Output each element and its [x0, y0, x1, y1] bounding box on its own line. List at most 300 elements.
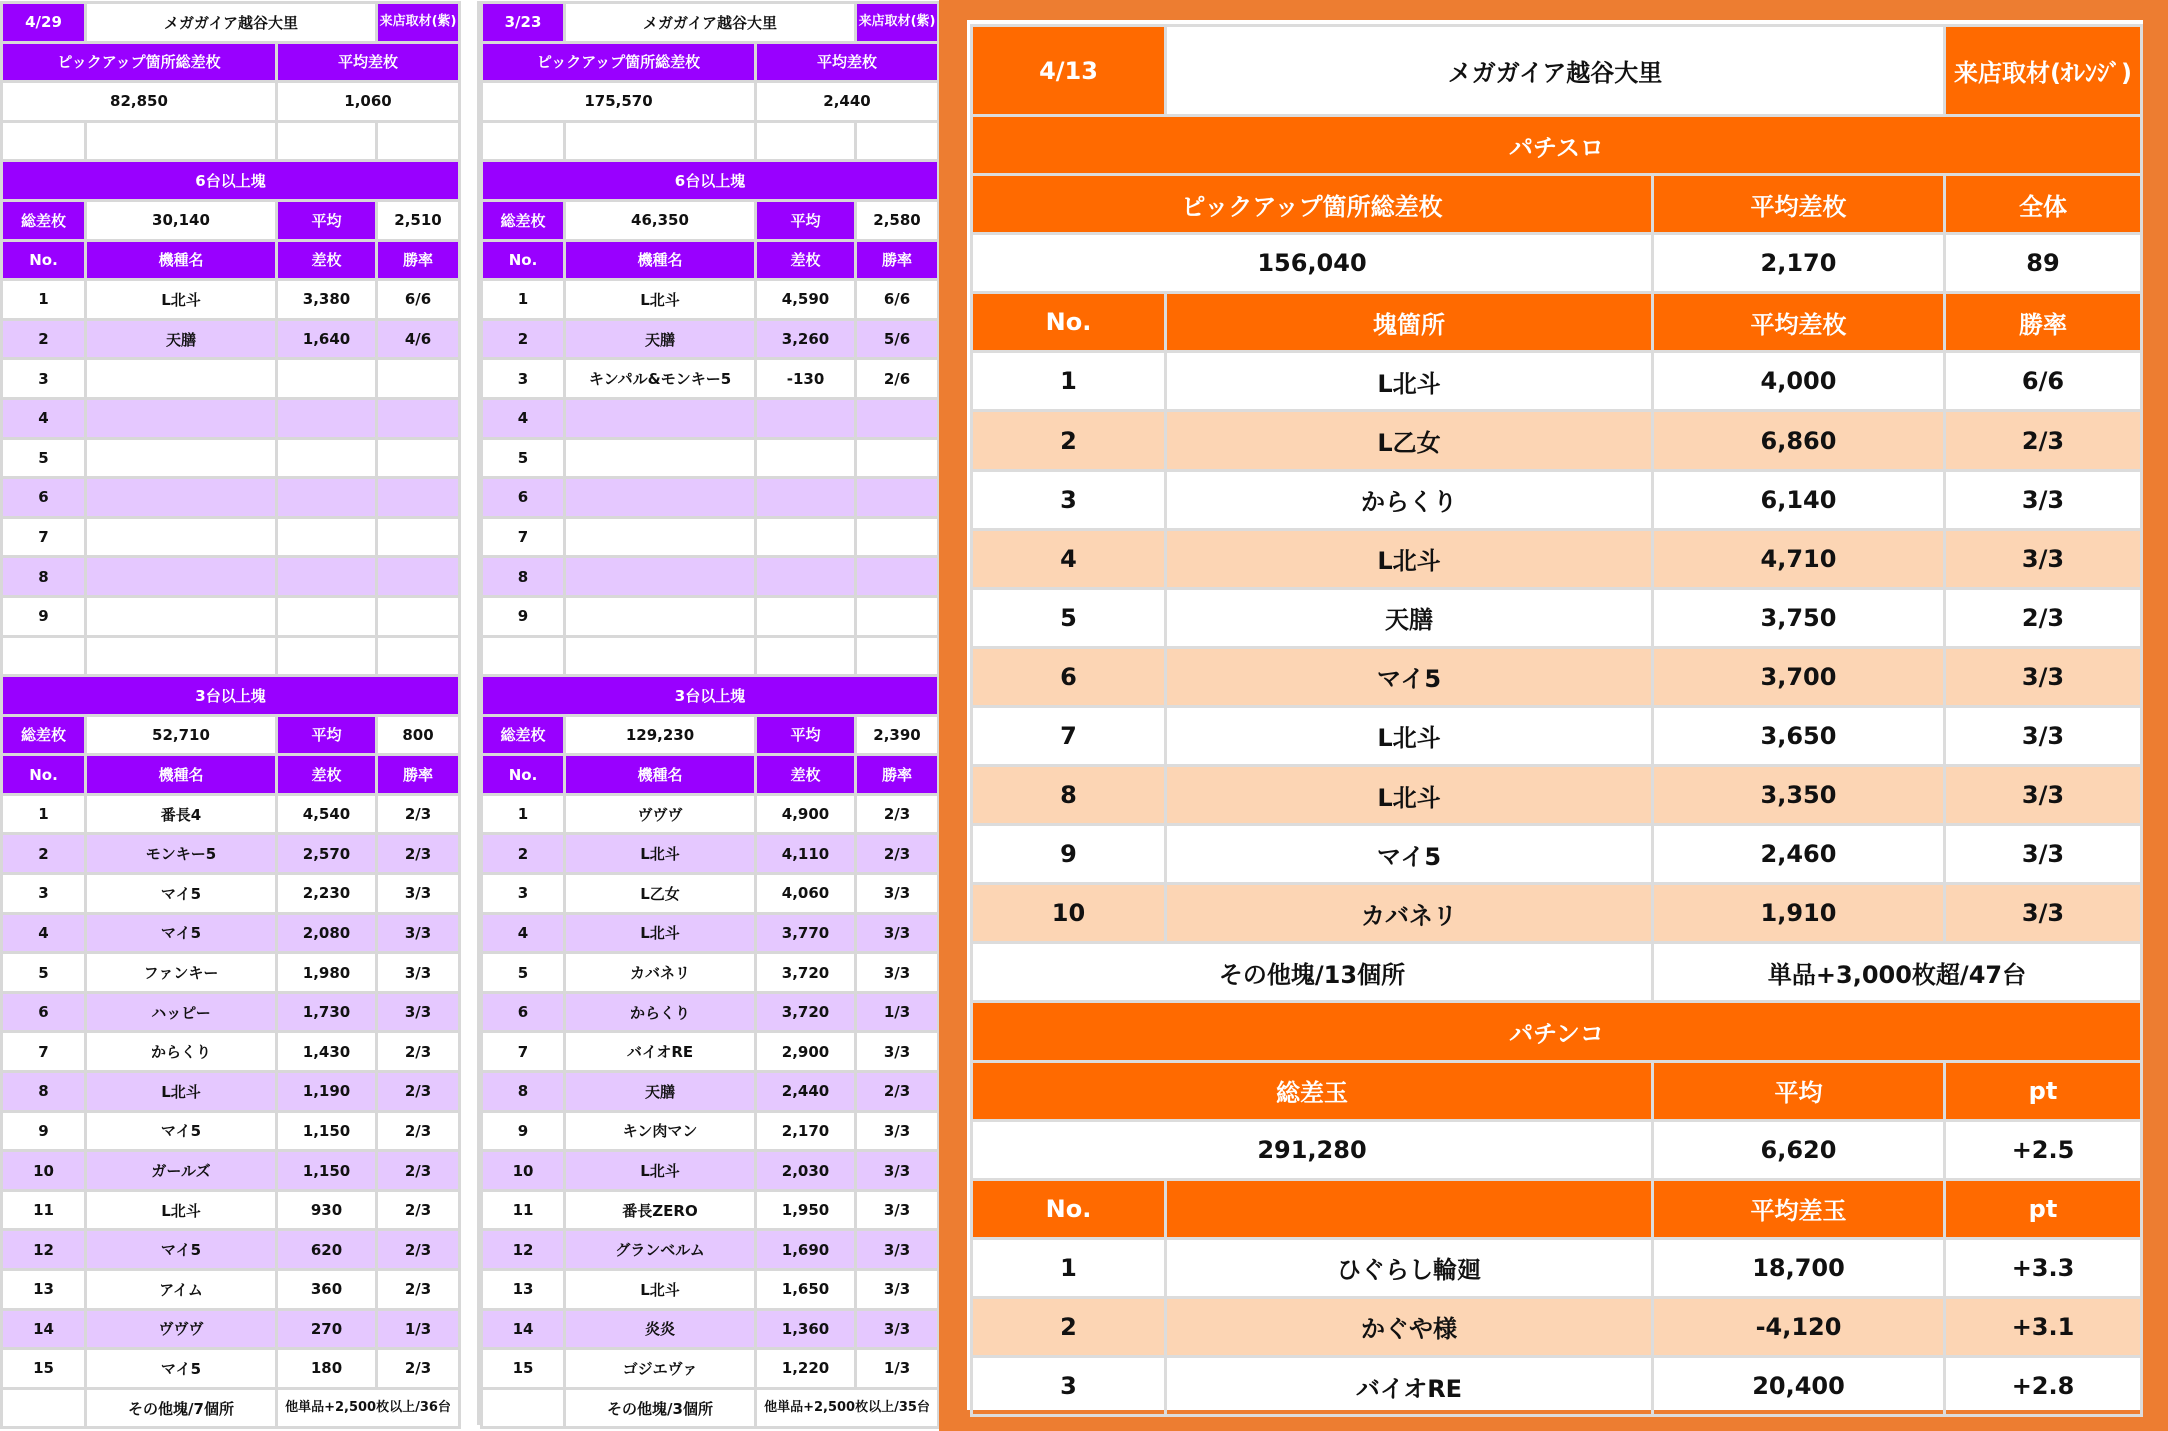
- cell-win: [856, 557, 939, 597]
- avg-label: 平均: [756, 200, 856, 240]
- table-row: [482, 1349, 939, 1389]
- avg-diff-value: 2,170: [1653, 234, 1945, 293]
- cell-win: [377, 478, 460, 518]
- cell-win: 3/3: [856, 913, 939, 953]
- total-diff-header: ピックアップ箇所総差枚: [972, 175, 1653, 234]
- cell-win: 3/3: [856, 953, 939, 993]
- other-blocks: その他塊/13個所: [972, 943, 1653, 1002]
- cell-win: 2/3: [856, 794, 939, 834]
- cell-name: L北斗: [86, 1072, 277, 1112]
- avg-diff-header: 平均差枚: [277, 42, 460, 82]
- col-machine: 機種名: [565, 240, 756, 280]
- table-row: [2, 1349, 460, 1389]
- pachinko-total-value: 291,280: [972, 1120, 1653, 1179]
- col-no: No.: [2, 240, 86, 280]
- total-label: 総差枚: [2, 200, 86, 240]
- cell-win: [377, 596, 460, 636]
- cell-no: 15: [2, 1349, 86, 1389]
- other-blocks: その他塊/3個所: [565, 1388, 756, 1428]
- cell-win: 2/3: [377, 1111, 460, 1151]
- cell-win: [856, 596, 939, 636]
- cell-name: [86, 438, 277, 478]
- cell-win: 3/3: [1945, 825, 2142, 884]
- table-row: [2, 1230, 460, 1270]
- cell-name: [86, 478, 277, 518]
- col-winrate: 勝率: [856, 755, 939, 795]
- table-row: [972, 470, 2142, 529]
- cell-no: 11: [482, 1190, 565, 1230]
- rows-6: [482, 280, 939, 636]
- empty-cell: [377, 121, 460, 161]
- cell-diff: 3,720: [756, 992, 856, 1032]
- cell-name: ヴヴヴ: [565, 794, 756, 834]
- cell-diff: 4,110: [756, 834, 856, 874]
- cell-win: 3/3: [856, 874, 939, 914]
- pachinko-avg-value: 6,620: [1653, 1120, 1945, 1179]
- cell-no: 7: [2, 1032, 86, 1072]
- cell-no: 6: [972, 647, 1166, 706]
- cell-name: L北斗: [1166, 352, 1653, 411]
- cell-no: 10: [972, 884, 1166, 943]
- cell-diff: 1,190: [277, 1072, 377, 1112]
- table-row: [2, 1270, 460, 1310]
- cell-win: 2/3: [377, 1270, 460, 1310]
- cell-name: L北斗: [86, 280, 277, 320]
- table-row: [972, 706, 2142, 765]
- cell-no: 8: [972, 766, 1166, 825]
- empty-cell: [277, 636, 377, 676]
- table-row: [2, 1111, 460, 1151]
- cell-win: 3/3: [377, 913, 460, 953]
- cell-no: 3: [2, 359, 86, 399]
- table-row: [482, 557, 939, 597]
- section-total: 52,710: [86, 715, 277, 755]
- cell-diff: [756, 438, 856, 478]
- empty-cell: [482, 121, 565, 161]
- cell-no: 8: [482, 1072, 565, 1112]
- cell-no: 13: [2, 1270, 86, 1310]
- cell-no: 4: [482, 913, 565, 953]
- cell-no: 7: [482, 517, 565, 557]
- section-title-6: 6台以上塊: [2, 161, 460, 201]
- cell-diff: [756, 478, 856, 518]
- cell-name: L北斗: [86, 1190, 277, 1230]
- pachinko-avg-header: 平均: [1653, 1061, 1945, 1120]
- cell-no: 7: [482, 1032, 565, 1072]
- cell-win: 3/3: [1945, 470, 2142, 529]
- cell-pt: +3.3: [1945, 1238, 2142, 1297]
- cell-name: L北斗: [565, 913, 756, 953]
- total-diff-value: 175,570: [482, 82, 756, 122]
- empty-cell: [856, 636, 939, 676]
- avg-diff-header: 平均差枚: [756, 42, 939, 82]
- table-row: [2, 280, 460, 320]
- cell-win: 2/3: [377, 1349, 460, 1389]
- cell-win: 2/3: [1945, 411, 2142, 470]
- cell-win: 3/3: [1945, 706, 2142, 765]
- cell-name: 番長ZERO: [565, 1190, 756, 1230]
- other-blocks: その他塊/7個所: [86, 1388, 277, 1428]
- cell-win: [377, 557, 460, 597]
- cell-win: 2/3: [856, 1072, 939, 1112]
- table-row: [482, 953, 939, 993]
- cell-diff: 1,220: [756, 1349, 856, 1389]
- empty-cell: [2, 1388, 86, 1428]
- cell-avg: 20,400: [1653, 1356, 1945, 1415]
- cell-name: 番長4: [86, 794, 277, 834]
- cell-win: 3/3: [377, 953, 460, 993]
- table-row: [972, 1297, 2142, 1356]
- cell-win: [377, 359, 460, 399]
- table-row: [2, 398, 460, 438]
- cell-diff: 3,260: [756, 319, 856, 359]
- cell-win: 3/3: [856, 1111, 939, 1151]
- table-row: [482, 834, 939, 874]
- col-avg-diff: 平均差枚: [1653, 293, 1945, 352]
- cell-no: 14: [482, 1309, 565, 1349]
- cell-no: 9: [482, 596, 565, 636]
- cell-avg: 1,910: [1653, 884, 1945, 943]
- col-avg-balls: 平均差玉: [1653, 1179, 1945, 1238]
- cell-diff: 1,640: [277, 319, 377, 359]
- cell-win: 2/3: [377, 834, 460, 874]
- cell-diff: 4,060: [756, 874, 856, 914]
- cell-name: ひぐらし輪廻: [1166, 1238, 1653, 1297]
- table-row: [482, 1072, 939, 1112]
- empty-cell: [565, 121, 756, 161]
- rows-3: [2, 794, 460, 1388]
- cell-diff: 2,030: [756, 1151, 856, 1191]
- avg-diff-header: 平均差枚: [1653, 175, 1945, 234]
- cell-win: 6/6: [377, 280, 460, 320]
- cell-win: 2/3: [377, 1190, 460, 1230]
- cell-name: 炎炎: [565, 1309, 756, 1349]
- pachinko-total-header: 総差玉: [972, 1061, 1653, 1120]
- cell-pt: +2.8: [1945, 1356, 2142, 1415]
- cell-win: 4/6: [377, 319, 460, 359]
- col-machine: [1166, 1179, 1653, 1238]
- empty-cell: [482, 1388, 565, 1428]
- table-row: [2, 1309, 460, 1349]
- table-row: [482, 1151, 939, 1191]
- table-row: [972, 884, 2142, 943]
- cell-win: 3/3: [1945, 884, 2142, 943]
- table-row: [2, 359, 460, 399]
- cell-name: アイム: [86, 1270, 277, 1310]
- cell-name: 天膳: [565, 1072, 756, 1112]
- total-diff-header: ピックアップ箇所総差枚: [482, 42, 756, 82]
- pachinko-section-title: パチンコ: [972, 1002, 2142, 1061]
- total-label: 総差枚: [2, 715, 86, 755]
- cell-name: カバネリ: [565, 953, 756, 993]
- cell-name: L北斗: [1166, 766, 1653, 825]
- cell-pt: +3.1: [1945, 1297, 2142, 1356]
- cell-no: 6: [482, 478, 565, 518]
- date-cell: 4/13: [972, 26, 1166, 116]
- cell-avg: 18,700: [1653, 1238, 1945, 1297]
- cell-diff: [277, 398, 377, 438]
- cell-name: [86, 596, 277, 636]
- cell-win: [856, 517, 939, 557]
- col-diff: 差枚: [277, 755, 377, 795]
- cell-win: 1/3: [856, 992, 939, 1032]
- table-row: [482, 478, 939, 518]
- cell-name: からくり: [1166, 470, 1653, 529]
- table-row: [972, 1356, 2142, 1415]
- cell-win: 3/3: [377, 874, 460, 914]
- table-row: [482, 1190, 939, 1230]
- table-row: [972, 825, 2142, 884]
- cell-name: かぐや様: [1166, 1297, 1653, 1356]
- cell-avg: 6,860: [1653, 411, 1945, 470]
- store-name: メガガイア越谷大里: [565, 3, 856, 43]
- cell-win: [856, 478, 939, 518]
- cell-diff: 4,900: [756, 794, 856, 834]
- cell-avg: 4,000: [1653, 352, 1945, 411]
- table-row: [482, 359, 939, 399]
- left-table-0323: [480, 1, 940, 1429]
- cell-no: 3: [482, 359, 565, 399]
- cell-no: 1: [482, 794, 565, 834]
- table-row: [482, 794, 939, 834]
- avg-diff-value: 2,440: [756, 82, 939, 122]
- cell-no: 1: [972, 352, 1166, 411]
- cell-name: からくり: [565, 992, 756, 1032]
- avg-label: 平均: [277, 200, 377, 240]
- table-row: [2, 1032, 460, 1072]
- table-row: [482, 1032, 939, 1072]
- cell-no: 9: [972, 825, 1166, 884]
- empty-cell: [756, 121, 856, 161]
- cell-name: L乙女: [565, 874, 756, 914]
- avg-diff-value: 1,060: [277, 82, 460, 122]
- cell-diff: 4,540: [277, 794, 377, 834]
- col-no: No.: [2, 755, 86, 795]
- cell-no: 3: [482, 874, 565, 914]
- column-separator: [458, 1, 480, 1425]
- cell-win: [377, 398, 460, 438]
- cell-no: 8: [2, 557, 86, 597]
- total-label: 総差枚: [482, 715, 565, 755]
- cell-diff: 1,430: [277, 1032, 377, 1072]
- cell-name: グランベルム: [565, 1230, 756, 1270]
- cell-no: 2: [2, 834, 86, 874]
- cell-no: 13: [482, 1270, 565, 1310]
- cell-avg: 3,700: [1653, 647, 1945, 706]
- table-row: [2, 596, 460, 636]
- table-row: [482, 913, 939, 953]
- cell-no: 8: [2, 1072, 86, 1112]
- cell-win: 2/3: [377, 1151, 460, 1191]
- col-no: No.: [972, 1179, 1166, 1238]
- table-row: [482, 1309, 939, 1349]
- cell-name: [86, 398, 277, 438]
- cell-diff: 1,730: [277, 992, 377, 1032]
- cell-diff: 620: [277, 1230, 377, 1270]
- store-name: メガガイア越谷大里: [86, 3, 377, 43]
- cell-diff: 360: [277, 1270, 377, 1310]
- cell-diff: [756, 557, 856, 597]
- cell-no: 12: [482, 1230, 565, 1270]
- cell-no: 7: [2, 517, 86, 557]
- cell-name: [565, 517, 756, 557]
- cell-no: 9: [2, 1111, 86, 1151]
- pachinko-rows: [972, 1238, 2142, 1415]
- cell-avg: 6,140: [1653, 470, 1945, 529]
- cell-win: 6/6: [856, 280, 939, 320]
- cell-diff: [277, 478, 377, 518]
- cell-diff: 2,080: [277, 913, 377, 953]
- col-machine: 機種名: [86, 755, 277, 795]
- section-avg: 2,390: [856, 715, 939, 755]
- cell-name: L北斗: [565, 834, 756, 874]
- table-row: [2, 834, 460, 874]
- cell-no: 14: [2, 1309, 86, 1349]
- col-no: No.: [972, 293, 1166, 352]
- table-row: [482, 992, 939, 1032]
- col-winrate: 勝率: [1945, 293, 2142, 352]
- other-singles: 他単品+2,500枚以上/36台: [277, 1388, 460, 1428]
- total-label: 総差枚: [482, 200, 565, 240]
- table-row: [482, 1111, 939, 1151]
- cell-no: 4: [2, 913, 86, 953]
- table-row: [972, 766, 2142, 825]
- cell-no: 9: [482, 1111, 565, 1151]
- cell-no: 5: [2, 438, 86, 478]
- cell-diff: 270: [277, 1309, 377, 1349]
- cell-diff: 3,380: [277, 280, 377, 320]
- cell-win: 1/3: [856, 1349, 939, 1389]
- cell-name: カバネリ: [1166, 884, 1653, 943]
- total-diff-value: 82,850: [2, 82, 277, 122]
- empty-cell: [756, 636, 856, 676]
- cell-win: 3/3: [856, 1190, 939, 1230]
- cell-diff: 2,570: [277, 834, 377, 874]
- cell-win: 2/3: [377, 1230, 460, 1270]
- cell-diff: 1,950: [756, 1190, 856, 1230]
- table-row: [2, 438, 460, 478]
- cell-name: ハッピー: [86, 992, 277, 1032]
- date-cell: 4/29: [2, 3, 86, 43]
- cell-name: マイ5: [1166, 647, 1653, 706]
- col-winrate: 勝率: [377, 755, 460, 795]
- pachinko-pt-header: pt: [1945, 1061, 2142, 1120]
- col-winrate: 勝率: [377, 240, 460, 280]
- section-title-6: 6台以上塊: [482, 161, 939, 201]
- rows-3: [482, 794, 939, 1388]
- cell-no: 6: [2, 992, 86, 1032]
- table-row: [2, 478, 460, 518]
- cell-no: 2: [972, 411, 1166, 470]
- cell-name: L北斗: [565, 1151, 756, 1191]
- table-row: [2, 953, 460, 993]
- section-total: 30,140: [86, 200, 277, 240]
- table-row: [482, 1270, 939, 1310]
- overall-value: 89: [1945, 234, 2142, 293]
- col-diff: 差枚: [756, 755, 856, 795]
- cell-name: L北斗: [1166, 529, 1653, 588]
- cell-win: 3/3: [856, 1230, 939, 1270]
- table-row: [972, 411, 2142, 470]
- cell-win: 3/3: [377, 992, 460, 1032]
- cell-diff: [277, 438, 377, 478]
- col-block: 塊箇所: [1166, 293, 1653, 352]
- cell-diff: 3,720: [756, 953, 856, 993]
- cell-diff: 1,690: [756, 1230, 856, 1270]
- cell-no: 10: [482, 1151, 565, 1191]
- cell-diff: 930: [277, 1190, 377, 1230]
- cell-no: 4: [972, 529, 1166, 588]
- cell-diff: 1,650: [756, 1270, 856, 1310]
- cell-name: からくり: [86, 1032, 277, 1072]
- cell-no: 10: [2, 1151, 86, 1191]
- table-row: [2, 557, 460, 597]
- table-row: [482, 1230, 939, 1270]
- table-row: [482, 517, 939, 557]
- cell-win: [856, 438, 939, 478]
- cell-name: [86, 557, 277, 597]
- other-singles: 単品+3,000枚超/47台: [1653, 943, 2142, 1002]
- section-avg: 2,580: [856, 200, 939, 240]
- left-table-0429: [0, 1, 461, 1429]
- cell-name: マイ5: [1166, 825, 1653, 884]
- cell-name: [565, 438, 756, 478]
- cell-win: 2/6: [856, 359, 939, 399]
- table-row: [2, 874, 460, 914]
- table-row: [2, 992, 460, 1032]
- col-no: No.: [482, 755, 565, 795]
- empty-cell: [2, 636, 86, 676]
- cell-no: 8: [482, 557, 565, 597]
- cell-diff: [756, 517, 856, 557]
- cell-no: 6: [2, 478, 86, 518]
- cell-name: ガールズ: [86, 1151, 277, 1191]
- cell-diff: 4,590: [756, 280, 856, 320]
- cell-name: L北斗: [1166, 706, 1653, 765]
- col-winrate: 勝率: [856, 240, 939, 280]
- table-row: [482, 874, 939, 914]
- cell-name: [86, 517, 277, 557]
- cell-name: キン肉マン: [565, 1111, 756, 1151]
- cell-name: [565, 557, 756, 597]
- table-row: [972, 529, 2142, 588]
- cell-no: 2: [2, 319, 86, 359]
- store-name: メガガイア越谷大里: [1166, 26, 1945, 116]
- cell-name: モンキー5: [86, 834, 277, 874]
- table-row: [482, 596, 939, 636]
- table-row: [972, 352, 2142, 411]
- right-table-0413: [970, 24, 2143, 1417]
- cell-name: 天膳: [86, 319, 277, 359]
- cell-no: 5: [482, 438, 565, 478]
- slot-section-title: パチスロ: [972, 116, 2142, 175]
- table-row: [482, 319, 939, 359]
- empty-cell: [2, 121, 86, 161]
- avg-label: 平均: [277, 715, 377, 755]
- section-title-3: 3台以上塊: [482, 676, 939, 716]
- cell-diff: 2,170: [756, 1111, 856, 1151]
- cell-no: 7: [972, 706, 1166, 765]
- rows-6: [2, 280, 460, 636]
- total-diff-value: 156,040: [972, 234, 1653, 293]
- empty-cell: [565, 636, 756, 676]
- col-diff: 差枚: [756, 240, 856, 280]
- cell-diff: [277, 557, 377, 597]
- cell-name: L北斗: [565, 280, 756, 320]
- section-total: 129,230: [565, 715, 756, 755]
- cell-avg: -4,120: [1653, 1297, 1945, 1356]
- cell-name: L北斗: [565, 1270, 756, 1310]
